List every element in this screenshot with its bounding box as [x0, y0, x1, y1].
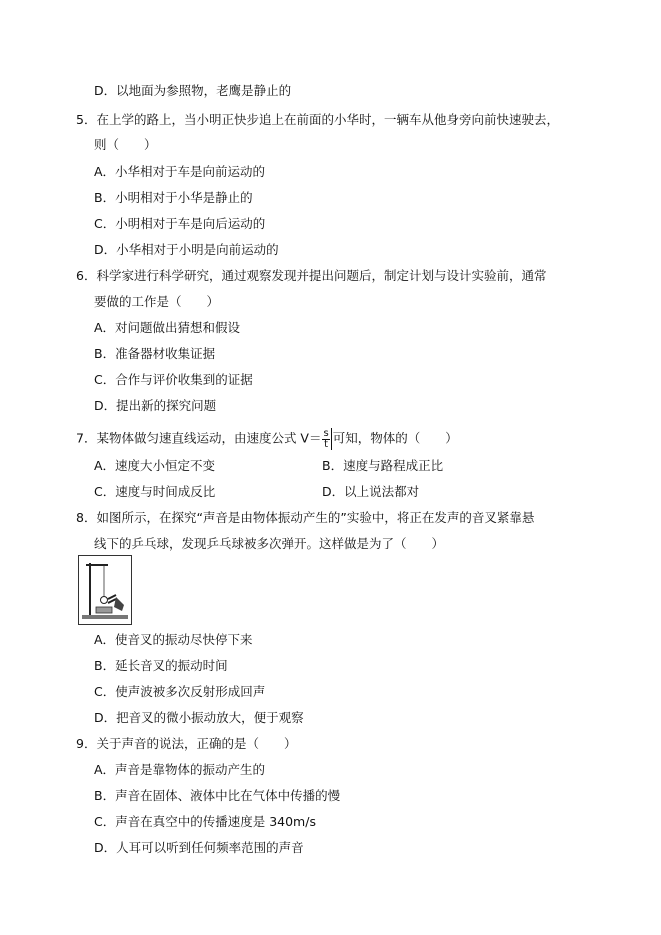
q9-option-b: B．声音在固体、液体中比在气体中传播的慢	[94, 788, 341, 803]
q7-stem	[76, 428, 458, 450]
q7-stem-before: 7．某物体做匀速直线运动，由速度公式 V＝	[76, 430, 322, 446]
q9-option-d: D．人耳可以听到任何频率范围的声音	[94, 840, 304, 855]
q6-stem-line2: 要做的工作是（ ）	[94, 294, 220, 309]
fraction-bar-mark	[331, 428, 332, 450]
q7-option-b: B．速度与路程成正比	[322, 458, 444, 473]
q6-option-d: D．提出新的探究问题	[94, 398, 217, 413]
fraction-numerator: s	[323, 427, 329, 439]
q5-option-d: D．小华相对于小明是向前运动的	[94, 242, 279, 257]
q9-option-c: C．声音在真空中的传播速度是 340m/s	[94, 814, 316, 829]
q8-option-b: B．延长音叉的振动时间	[94, 658, 228, 673]
q8-option-d: D．把音叉的微小振动放大，便于观察	[94, 710, 304, 725]
q4-option-d: D．以地面为参照物，老鹰是静止的	[94, 83, 292, 98]
q7-option-a: A．速度大小恒定不变	[94, 458, 216, 473]
q6-option-b: B．准备器材收集证据	[94, 346, 216, 361]
fraction-denominator: t	[324, 438, 329, 450]
velocity-fraction	[322, 429, 329, 450]
q8-option-c: C．使声波被多次反射形成回声	[94, 684, 266, 699]
q9-option-a: A．声音是靠物体的振动产生的	[94, 762, 266, 777]
q5-option-a: A．小华相对于车是向前运动的	[94, 164, 266, 179]
q8-stem-line2: 线下的乒乓球，发现乒乓球被多次弹开。这样做是为了（ ）	[94, 536, 445, 551]
q7-option-d: D．以上说法都对	[322, 484, 420, 499]
q8-option-a: A．使音叉的振动尽快停下来	[94, 632, 253, 647]
q5-stem-line1: 5．在上学的路上，当小明正快步追上在前面的小华时，一辆车从他身旁向前快速驶去，	[76, 112, 559, 127]
q6-option-a: A．对问题做出猜想和假设	[94, 320, 241, 335]
q9-stem: 9．关于声音的说法，正确的是（ ）	[76, 736, 297, 751]
q5-option-c: C．小明相对于车是向后运动的	[94, 216, 266, 231]
tuning-fork-experiment-figure	[78, 555, 132, 625]
q7-stem-after: 可知，物体的（ ）	[332, 430, 458, 446]
q6-stem-line1: 6．科学家进行科学研究，通过观察发现并提出问题后，制定计划与设计实验前，通常	[76, 268, 547, 283]
q8-stem-line1: 8．如图所示，在探究“声音是由物体振动产生的”实验中，将正在发声的音叉紧靠悬	[76, 510, 535, 525]
q7-option-c: C．速度与时间成反比	[94, 484, 216, 499]
q5-stem-line2: 则（ ）	[94, 137, 157, 152]
q5-option-b: B．小明相对于小华是静止的	[94, 190, 253, 205]
q6-option-c: C．合作与评价收集到的证据	[94, 372, 253, 387]
